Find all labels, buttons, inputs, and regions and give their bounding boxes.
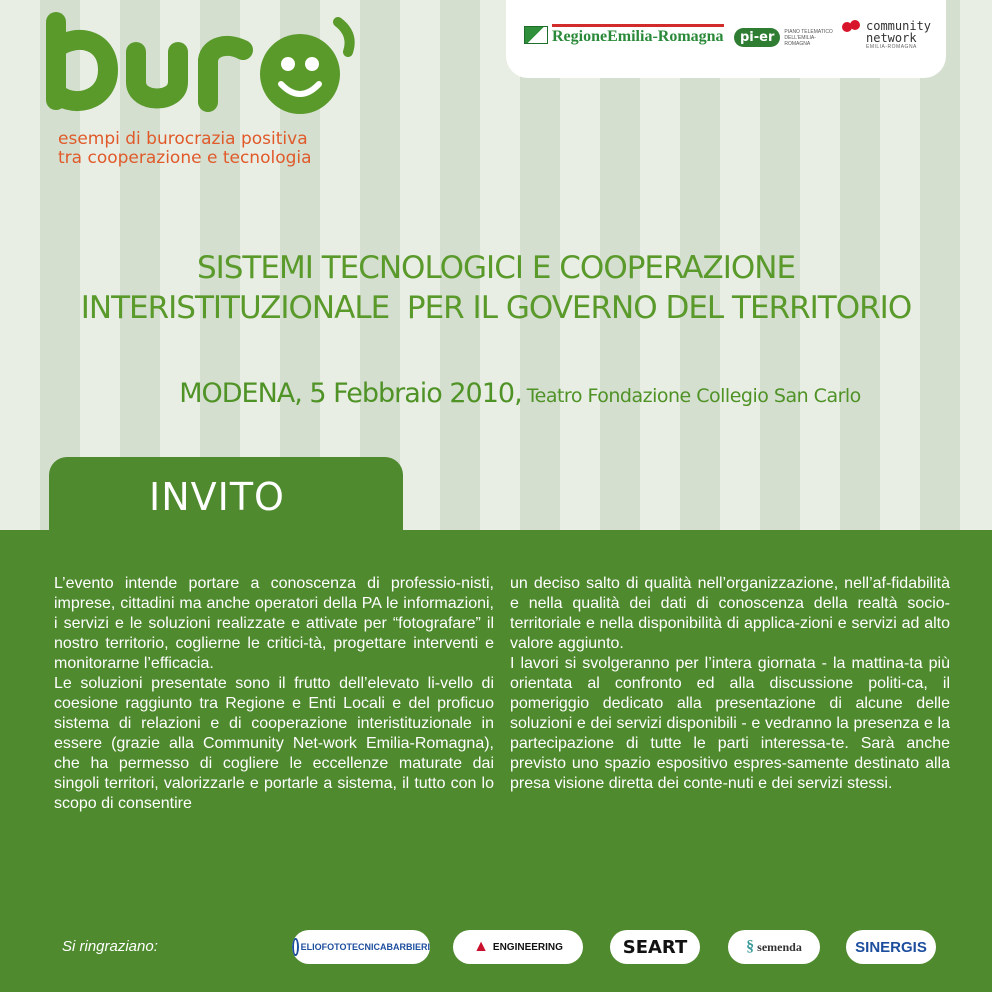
cn-line1: community (866, 19, 932, 33)
sponsor-name: semenda (757, 939, 802, 954)
sponsor-engineering-logo (453, 930, 583, 964)
event-dateline (0, 378, 992, 409)
regione-logo-text: RegioneEmilia-Romagna (552, 24, 724, 46)
sponsor-seart-logo (610, 930, 700, 964)
sponsor-semenda-logo (728, 930, 820, 964)
regione-flag-icon (524, 26, 548, 44)
event-title (0, 248, 992, 328)
pier-subtitle: PIANO TELEMATICO DELL'EMILIA-ROMAGNA (784, 28, 833, 47)
community-network-logo (842, 20, 931, 50)
body-paragraph: Le soluzioni presentate sono il frutto dell’elevato li-vello di coesione raggiunto tra Regione e Enti Locali e del proficuo sistema di relazioni e di cooperazione interistituzionale in essere (grazie alla Community Net-work Emilia-Romagna), che ha permesso di cogliere le eccellenze maturate dai singoli territori, valorizzarle e portarle a sistema, il tutto con lo scopo di consentire (54, 675, 494, 812)
body-paragraph: I lavori si svolgeranno per l’intera giornata - la mattina-ta più orientata al confronto ed alla discussione politi-ca, il pomeriggio dedicato alla presentazione di alcune delle soluzioni e dei servizi disponibili - e vedranno la presenza e la partecipazione di tutte le parti interessa-te. Sarà anche previsto uno spazio espositivo espres-samente destinato alla presa visione diretta dei conte-nuti e dei servizi stessi. (510, 655, 950, 792)
community-network-dots-icon (842, 20, 862, 32)
sponsor-name: SINERGIS (855, 938, 927, 956)
sponsor-sinergis-logo (846, 930, 936, 964)
invito-tab (49, 457, 403, 537)
cn-line2: network (866, 31, 917, 45)
sponsor-name: ENGINEERING (492, 941, 563, 953)
title-line-2: INTERISTITUZIONALE PER IL GOVERNO DEL TERRITORIO (80, 290, 912, 326)
body-column-right (510, 574, 950, 794)
partner-logos-panel (506, 0, 946, 78)
semenda-swirl-icon: § (746, 938, 755, 955)
pier-logo (734, 28, 840, 47)
pier-badge: pi-er (734, 28, 780, 47)
logo-tagline (58, 130, 312, 168)
tagline-line-2: tra cooperazione e tecnologia (58, 148, 312, 168)
sponsor-name: ELIOFOTOTECNICABARBIERI (300, 942, 430, 952)
thanks-label: Si ringraziano: (62, 938, 158, 955)
body-paragraph: L’evento intende portare a conoscenza di professio-nisti, imprese, cittadini ma anche operatori della PA le informazioni, i servizi e le soluzioni realizzate e attivate per “fotografare” il nostro territorio, coglierne le critici-tà, progettare interventi e monitorarne l’efficacia. (54, 575, 494, 672)
cn-subtitle: EMILIA-ROMAGNA (866, 44, 917, 50)
tagline-line-1: esempi di burocrazia positiva (58, 129, 308, 149)
event-venue: Teatro Fondazione Collegio San Carlo (526, 385, 861, 407)
invito-heading: INVITO (149, 475, 285, 519)
sponsor-eliofototecnica-logo (292, 930, 430, 964)
body-paragraph: un deciso salto di qualità nell’organizzazione, nell’af-fidabilità e nella qualità dei dati di conoscenza della realtà socio-territoriale e nella disponibilità di applica-zioni e servizi ad alto valore aggiunto. (510, 575, 950, 652)
sponsor-name: SEART (622, 936, 688, 958)
title-line-1: SISTEMI TECNOLOGICI E COOPERAZIONE (196, 250, 796, 286)
buro-logo (38, 12, 358, 127)
regione-emilia-romagna-logo (524, 24, 724, 46)
body-column-left (54, 574, 494, 814)
globe-icon (292, 938, 299, 956)
engineering-triangle-icon: ▲ (473, 938, 489, 955)
event-city-date: MODENA, 5 Febbraio 2010, (179, 378, 522, 409)
